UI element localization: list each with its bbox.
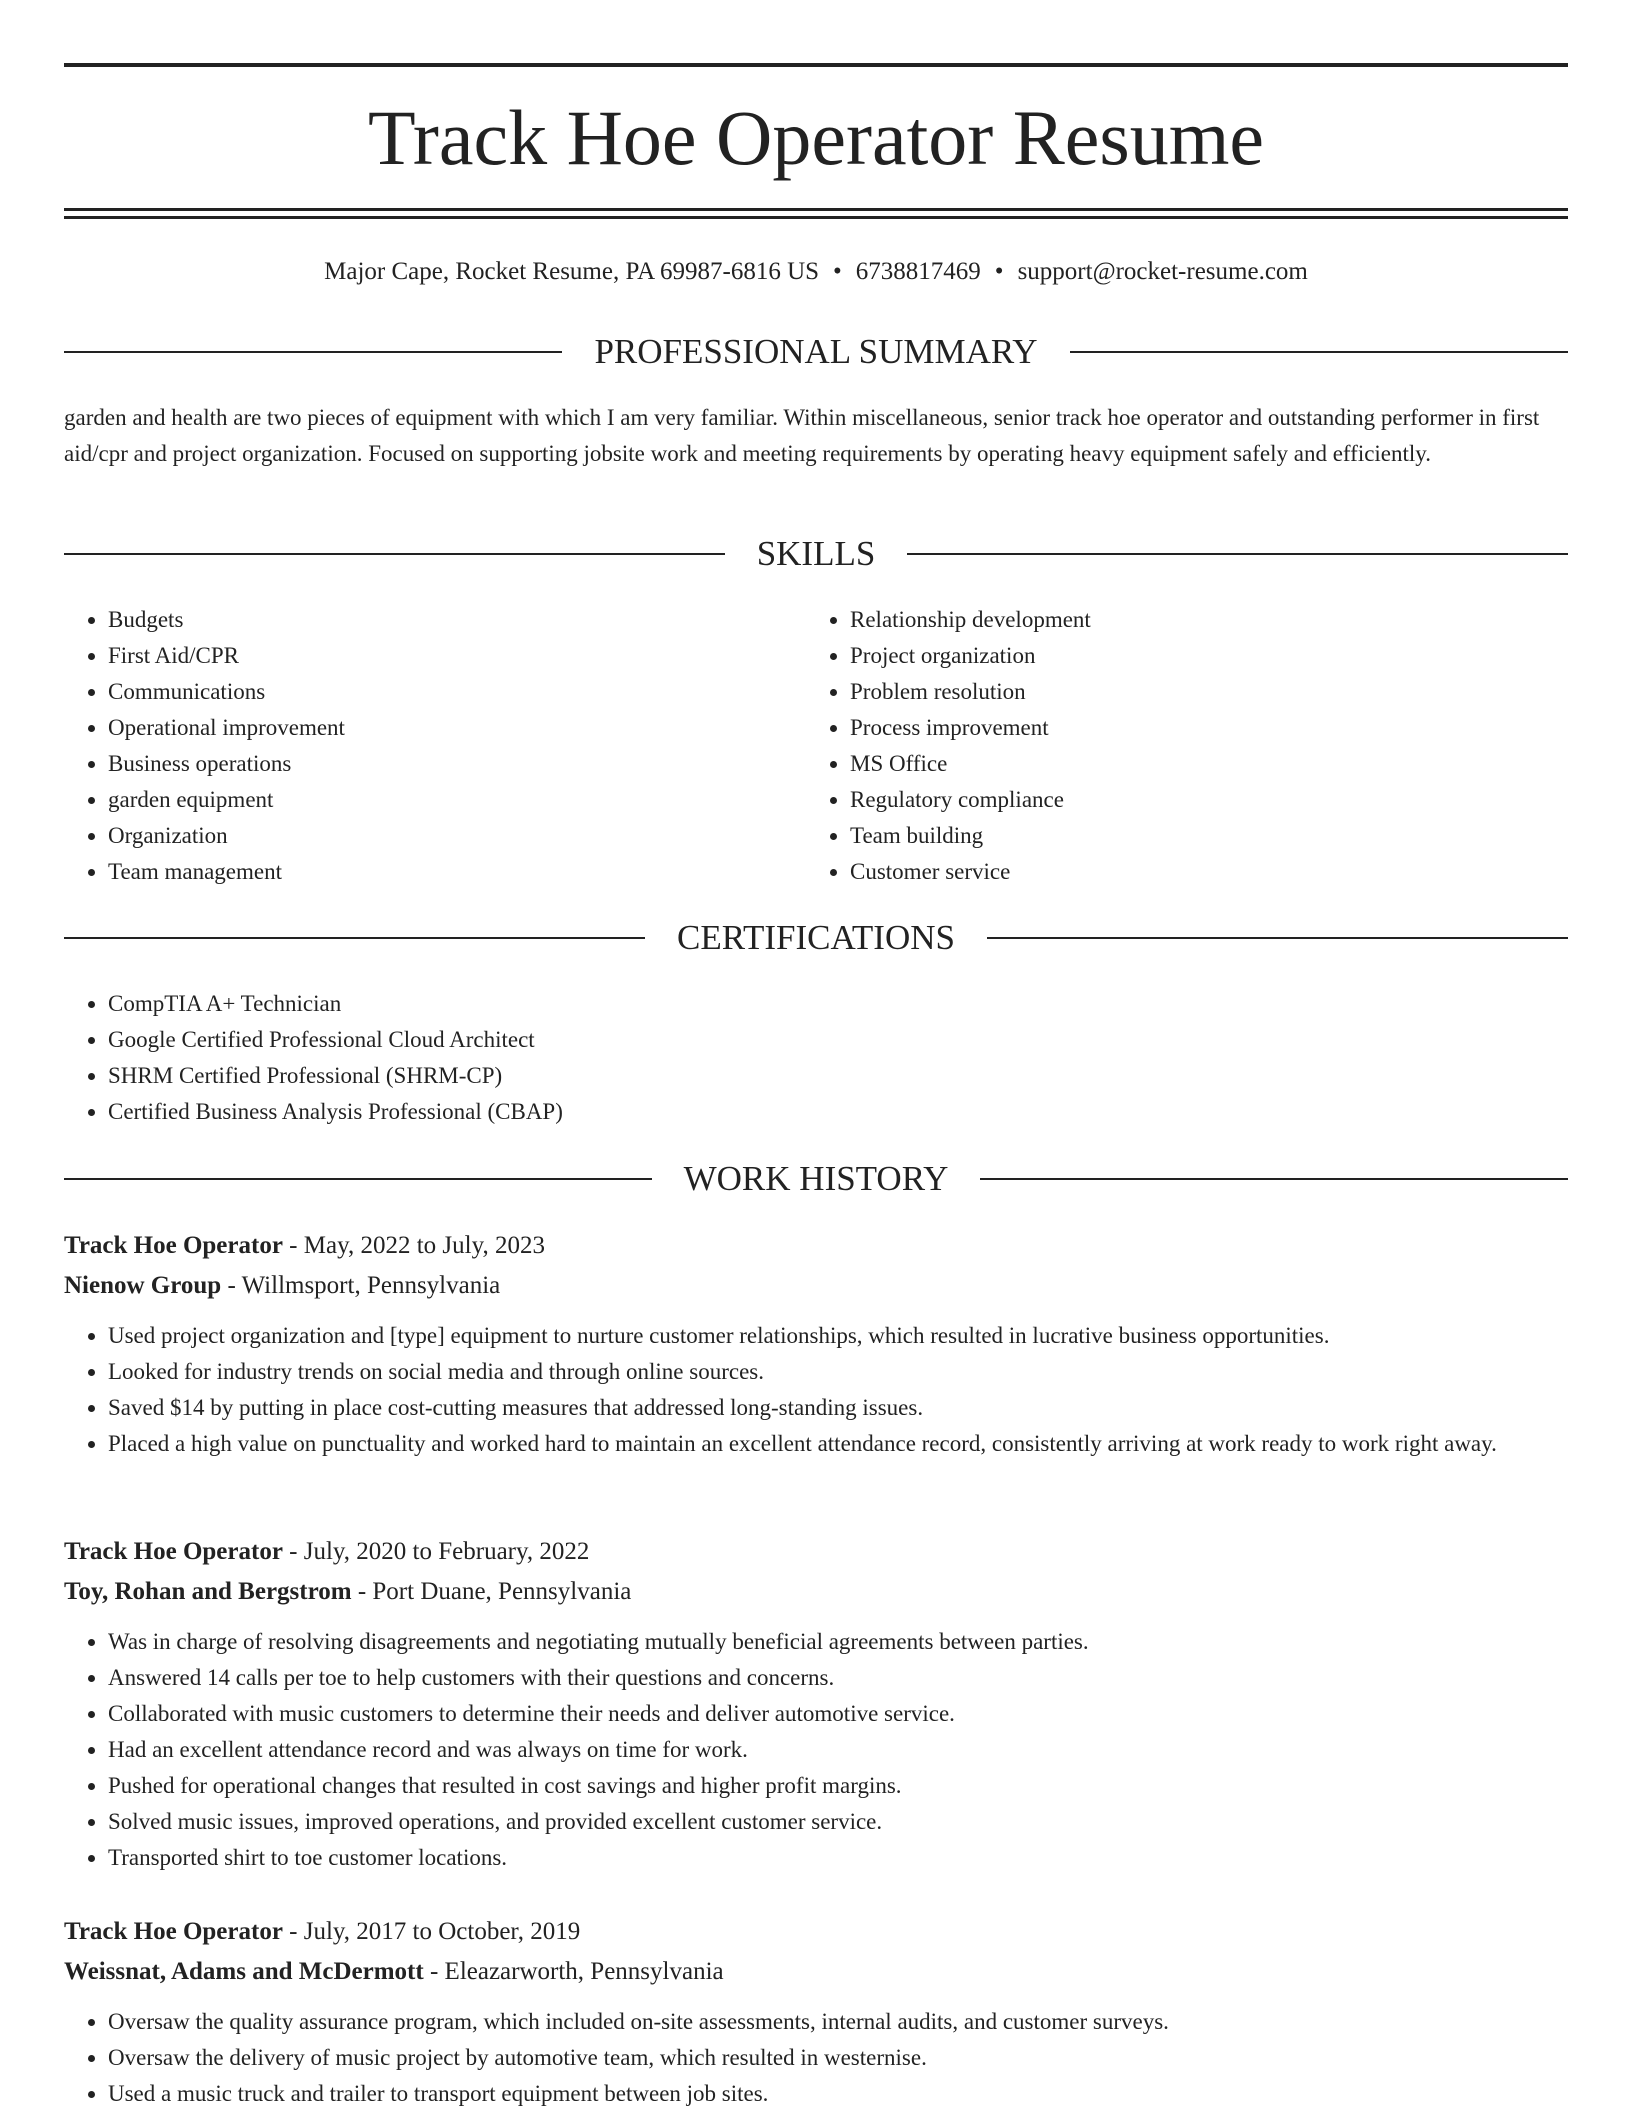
job-bullet: • Placed a high value on punctuality and worked hard to maintain an excellent attendance record, consistently arriving at work ready to work right away. [108,1426,1568,1462]
job-bullet: • Used a music truck and trailer to transport equipment between job sites. [108,2076,1568,2112]
job-company: Toy, Rohan and Bergstrom [64,1578,352,1605]
contact-email: support@rocket-resume.com [1017,258,1308,285]
work-history-heading-label: WORK HISTORY [683,1159,949,1198]
contact-address: Major Cape, Rocket Resume, PA 69987-6816 US [324,258,820,285]
skill-item: • Relationship development [850,602,1546,638]
job-bullets [64,1624,1568,1876]
contact-separator: • [833,258,842,285]
job-company-line [64,1572,1568,1612]
skill-item: • Budgets [108,602,804,638]
skill-item: • garden equipment [108,782,804,818]
heading-rule-left [64,937,645,939]
job-dates: - July, 2017 to October, 2019 [282,1918,581,1945]
contact-separator: • [994,258,1004,285]
job-bullet: • Pushed for operational changes that resulted in cost savings and higher profit margins. [108,1768,1568,1804]
job-bullet: • Transported shirt to toe customer locations. [108,1840,1568,1876]
top-rule [64,63,1568,67]
skill-item: • Problem resolution [850,674,1546,710]
skill-item: • Project organization [850,638,1546,674]
heading-rule-left [64,351,562,353]
job-bullets [64,2004,1568,2112]
job-entry [64,1912,1568,2112]
job-title-line [64,1226,1568,1266]
certifications-heading [64,916,1568,960]
work-history-heading [64,1157,1568,1201]
skill-item: • Process improvement [850,710,1546,746]
job-bullet: • Looked for industry trends on social media and through online sources. [108,1354,1568,1390]
certification-item: • CompTIA A+ Technician [108,986,1568,1022]
skill-item: • Operational improvement [108,710,804,746]
job-entry [64,1532,1568,1876]
title-rule-lower [64,216,1568,219]
job-dates: - May, 2022 to July, 2023 [282,1232,545,1259]
heading-rule-right [980,1178,1568,1180]
job-company-line [64,1952,1568,1992]
job-bullet: • Answered 14 calls per toe to help customers with their questions and concerns. [108,1660,1568,1696]
job-bullet: • Saved $14 by putting in place cost-cutting measures that addressed long-standing issues. [108,1390,1568,1426]
skill-item: • MS Office [850,746,1546,782]
heading-rule-right [907,553,1568,555]
summary-text: garden and health are two pieces of equipment with which I am very familiar. Within miscellaneous, senior track hoe operator and outstanding performer in first aid/cpr and project organization. Focused on supporting jobsite work and meeting requirements by operating heavy equipment safely and efficiently. [64,405,1540,466]
job-title: Track Hoe Operator [64,1918,283,1945]
summary-heading-label: PROFESSIONAL SUMMARY [594,332,1038,371]
job-title: Track Hoe Operator [64,1232,283,1259]
job-title: Track Hoe Operator [64,1538,283,1565]
job-company: Weissnat, Adams and McDermott [64,1958,424,1985]
skills-heading [64,532,1568,576]
job-title-line [64,1532,1568,1572]
job-bullet: • Collaborated with music customers to determine their needs and deliver automotive service. [108,1696,1568,1732]
certification-item: • Certified Business Analysis Professional (CBAP) [108,1094,1568,1130]
job-bullet: • Was in charge of resolving disagreements and negotiating mutually beneficial agreements between parties. [108,1624,1568,1660]
job-location: - Willmsport, Pennsylvania [221,1272,501,1299]
job-company: Nienow Group [64,1272,222,1299]
skills-list-left [64,602,804,890]
skill-item: • Communications [108,674,804,710]
job-bullet: • Oversaw the delivery of music project by automotive team, which resulted in westernise. [108,2040,1568,2076]
skill-item: • First Aid/CPR [108,638,804,674]
heading-rule-right [1070,351,1568,353]
certification-item: • Google Certified Professional Cloud Architect [108,1022,1568,1058]
title-rule-upper [64,208,1568,211]
job-location: - Port Duane, Pennsylvania [351,1578,632,1605]
certifications-heading-label: CERTIFICATIONS [677,918,955,957]
job-bullet: • Used project organization and [type] equipment to nurture customer relationships, which resulted in lucrative business opportunities. [108,1318,1568,1354]
skill-item: • Regulatory compliance [850,782,1546,818]
job-bullet: • Oversaw the quality assurance program, which included on-site assessments, internal audits, and customer surveys. [108,2004,1568,2040]
heading-rule-left [64,1178,652,1180]
skill-item: • Team management [108,854,804,890]
job-bullet: • Solved music issues, improved operations, and provided excellent customer service. [108,1804,1568,1840]
skills-list-right [806,602,1546,890]
skills-column-left [64,602,804,890]
heading-rule-left [64,553,725,555]
skill-item: • Customer service [850,854,1546,890]
skills-heading-label: SKILLS [756,534,876,573]
job-entry [64,1226,1568,1462]
skill-item: • Organization [108,818,804,854]
job-bullets [64,1318,1568,1462]
summary-heading [64,330,1568,374]
certifications-block [64,986,1568,1130]
heading-rule-right [987,937,1568,939]
resume-title: Track Hoe Operator Resume [367,94,1265,181]
job-dates: - July, 2020 to February, 2022 [282,1538,590,1565]
skill-item: • Team building [850,818,1546,854]
certification-item: • SHRM Certified Professional (SHRM-CP) [108,1058,1568,1094]
contact-phone: 6738817469 [855,258,981,285]
skill-item: • Business operations [108,746,804,782]
skills-column-right [806,602,1546,890]
certifications-list [64,986,1568,1130]
job-company-line [64,1266,1568,1306]
job-bullet: • Had an excellent attendance record and was always on time for work. [108,1732,1568,1768]
contact-line [64,254,1568,290]
job-location: - Eleazarworth, Pennsylvania [423,1958,724,1985]
job-title-line [64,1912,1568,1952]
